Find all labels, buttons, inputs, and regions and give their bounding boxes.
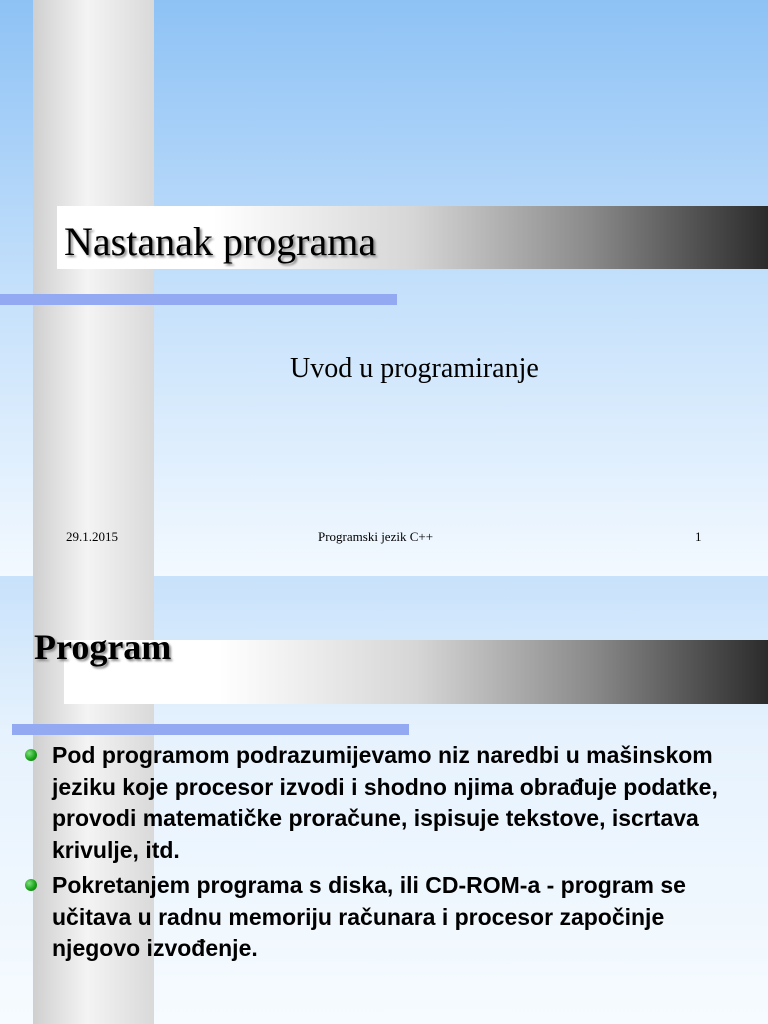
- bullet-text: Pokretanjem programa s diska, ili CD-ROM-a - program se učitava u radnu memoriju računara i procesor započinje njegovo izvođenje.: [52, 872, 686, 961]
- bullet-text: Pod programom podrazumijevamo niz naredbi u mašinskom jeziku koje procesor izvodi i shodno njima obrađuje podatke, provodi matematičke proračune, ispisuje tekstove, iscrtava krivulje, itd.: [52, 742, 718, 863]
- footer-date: 29.1.2015: [66, 529, 118, 544]
- footer-page-number: 1: [695, 529, 702, 544]
- bullet-dot-icon: [25, 879, 37, 891]
- slide-title: Program: [34, 627, 172, 667]
- bullet-dot-icon: [25, 749, 37, 761]
- slide-title: Nastanak programa: [64, 219, 377, 264]
- list-item: [24, 740, 754, 866]
- title-underline: [0, 294, 397, 305]
- footer-course: Programski jezik C++: [318, 529, 434, 544]
- list-item: [24, 870, 754, 965]
- slide-subtitle: Uvod u programiranje: [290, 353, 539, 384]
- bullet-list: [24, 740, 754, 969]
- decorative-gray-column: [33, 0, 154, 576]
- title-underline: [12, 724, 409, 735]
